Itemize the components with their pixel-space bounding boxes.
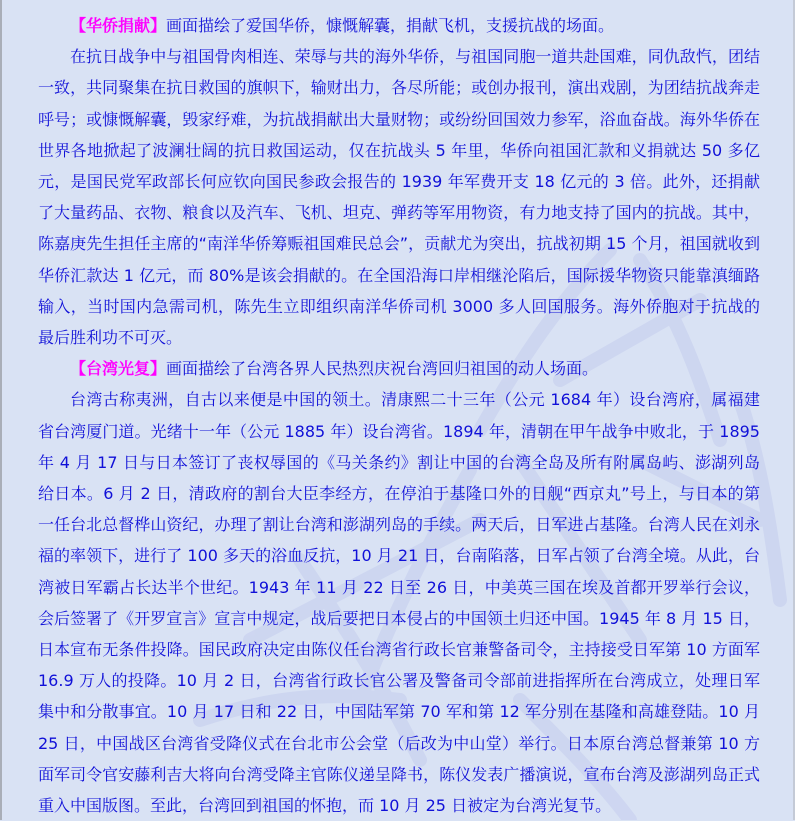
section-caption-text: 画面描绘了台湾各界人民热烈庆祝台湾回归祖国的动人场面。: [166, 359, 599, 379]
page-left-border: [0, 0, 2, 820]
section-tag-overseas-chinese: 【华侨捐献】: [70, 16, 167, 35]
section-caption-taiwan-restoration: [38, 353, 760, 384]
section-body-taiwan-restoration: 台湾古称夷洲，自古以来便是中国的领土。清康熙二十三年（公元 1684 年）设台湾府，属福建省台湾厦门道。光绪十一年（公元 1885 年）设台湾省。1894 年，清朝在甲午战争中败北，于 1895 年 4 月 17 日与日本签订了丧权辱国的《马关条约》割让中国的台湾全岛及所有附属岛屿、澎湖列岛给日本。6 月 2 日，清政府的割台大臣李经方，在停泊于基隆口外的日舰“西京丸”号上，与日本的第一任台北总督桦山资纪，办理了割让台湾和澎湖列岛的手续。两天后，日军进占基隆。台湾人民在刘永福的率领下，进行了 100 多天的浴血反抗，10 月 21 日，台南陷落，日军占领了台湾全境。从此，台湾被日军霸占长达半个世纪。1943 年 11 月 22 日至 26 日，中美英三国在埃及首都开罗举行会议，会后签署了《开罗宣言》宣言中规定，战后要把日本侵占的中国领土归还中国。1945 年 8 月 15 日，日本宣布无条件投降。国民政府决定由陈仪任台湾省行政长官兼警备司令，主持接受日军第 10 方面军 16.9 万人的投降。10 月 2 日，台湾省行政长官公署及警备司令部前进指挥所在台湾成立，处理日军集中和分散事宜。10 月 17 日和 22 日，中国陆军第 70 军和第 12 军分别在基隆和高雄登陆。10 月 25 日，中国战区台湾省受降仪式在台北市公会堂（后改为中山堂）举行。日本原台湾总督兼第 10 方面军司令官安藤利吉大将向台湾受降主官陈仪递呈降书，陈仪发表广播演说，宣布台湾及澎湖列岛正式重入中国版图。至此，台湾回到祖国的怀抱，而 10 月 25 日被定为台湾光复节。: [38, 390, 760, 816]
document-body: [38, 10, 760, 821]
section-caption-text: 画面描绘了爱国华侨，慷慨解囊，捐献飞机，支援抗战的场面。: [166, 16, 615, 35]
section-caption-overseas-chinese: [38, 10, 760, 41]
section-body-overseas-chinese: 在抗日战争中与祖国骨肉相连、荣辱与共的海外华侨，与祖国同胞一道共赴国难，同仇敌忾，团结一致，共同聚集在抗日救国的旗帜下，输财出力，各尽所能；或创办报刊，演出戏剧，为团结抗战奔走呼号；或慷慨解囊，毁家纾难，为抗战捐献出大量财物；或纷纷回国效力参军，浴血奋战。海外华侨在世界各地掀起了波澜壮阔的抗日救国运动，仅在抗战头 5 年里，华侨向祖国汇款和义捐就达 50 多亿元，是国民党军政部长何应钦向国民参政会报告的 1939 年军费开支 18 亿元的 3 倍。此外，还捐献了大量药品、衣物、粮食以及汽车、飞机、坦克、弹药等军用物资，有力地支持了国内的抗战。其中，陈嘉庚先生担任主席的“南洋华侨筹赈祖国难民总会”，贡献尤为突出，抗战初期 15 个月，祖国就收到华侨汇款达 1 亿元，而 80%是该会捐献的。在全国沿海口岸相继沦陷后，国际援华物资只能靠滇缅路输入，当时国内急需司机，陈先生立即组织南洋华侨司机 3000 多人回国服务。海外侨胞对于抗战的最后胜利功不可灭。: [38, 47, 760, 348]
section-tag-taiwan-restoration: 【台湾光复】: [70, 359, 167, 379]
